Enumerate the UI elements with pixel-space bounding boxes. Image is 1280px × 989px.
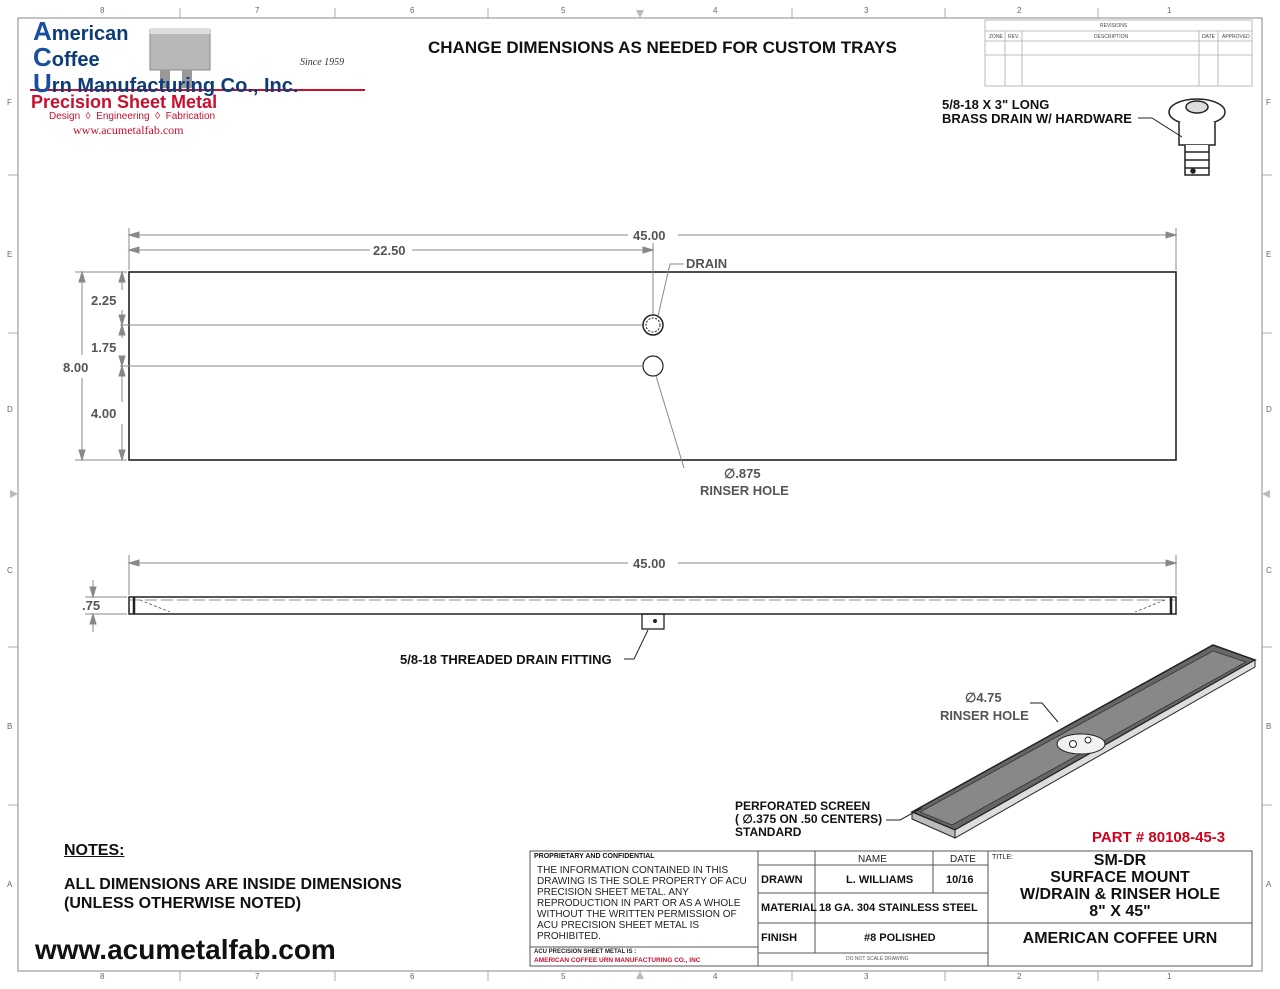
tray-side-view	[129, 597, 1176, 629]
revisions-col-approved: APPROVED	[1222, 34, 1250, 40]
sheet-border	[18, 18, 1262, 971]
center-mark-top	[636, 10, 644, 18]
zone-label: F	[1266, 98, 1271, 107]
rinser-diameter-label: ∅.875	[724, 466, 761, 481]
zone-label: 3	[864, 972, 869, 981]
tb-drawn-date: 10/16	[946, 874, 974, 886]
logo-word-urn-manufacturing: rn Manufacturing Co., Inc.	[51, 75, 299, 97]
tb-drawn-label: DRAWN	[761, 874, 803, 886]
zone-label: C	[1266, 566, 1272, 575]
logo-since: Since 1959	[300, 57, 345, 68]
fitting-label: 5/8-18 THREADED DRAIN FITTING	[400, 652, 612, 667]
tb-title-line4: 8" X 45"	[1089, 903, 1151, 920]
page-title: CHANGE DIMENSIONS AS NEEDED FOR CUSTOM TRAYS	[428, 38, 897, 57]
iso-rinser-diameter-label: ∅4.75	[965, 690, 1002, 705]
zone-label: 1	[1167, 6, 1172, 15]
logo-initial-u: U	[33, 68, 52, 98]
tb-finish-value: #8 POLISHED	[864, 932, 936, 944]
rinser-leader	[656, 376, 684, 468]
iso-rinser-hole-label: RINSER HOLE	[940, 708, 1029, 723]
brass-drain-graphic	[1169, 99, 1225, 175]
zone-label: A	[7, 880, 13, 889]
part-number: PART # 80108-45-3	[1092, 829, 1226, 846]
tb-no-scale: DO NOT SCALE DRAWING	[846, 956, 909, 962]
zone-label: D	[1266, 405, 1272, 414]
zone-label: 3	[864, 6, 869, 15]
center-mark-right	[1262, 490, 1270, 498]
company-logo	[33, 18, 298, 96]
zone-label: 6	[410, 6, 415, 15]
tb-title-line1: SM-DR	[1093, 852, 1147, 869]
zone-label: E	[7, 250, 13, 259]
zone-label: 8	[100, 972, 105, 981]
zone-label: E	[1266, 250, 1272, 259]
footer-url[interactable]: www.acumetalfab.com	[35, 934, 336, 965]
fitting-leader	[624, 630, 648, 659]
perforated-screen-line3: STANDARD	[735, 825, 802, 839]
tb-name-header: NAME	[858, 854, 887, 865]
proprietary-heading: PROPRIETARY AND CONFIDENTIAL	[534, 853, 655, 860]
tray-isometric-view	[912, 645, 1255, 838]
tb-date-header: DATE	[950, 854, 976, 865]
proprietary-text: THE INFORMATION CONTAINED IN THIS DRAWING IS THE SOLE PROPERTY OF ACU PRECISION SHEET METAL. ANY REPRODUCTION IN PART OR AS A WHOLE WITHOUT THE WRITTEN PERMISSION OF ACU PRECISION SHEET METAL IS PROHIBITED.	[537, 865, 747, 942]
dim-height-label: .75	[82, 598, 101, 613]
drain-hardware-line1: 5/8-18 X 3" LONG	[942, 97, 1050, 112]
dim-overall-length-top-label: 45.00	[633, 228, 666, 243]
zone-label: B	[7, 722, 13, 731]
tb-material-value: 18 GA. 304 STAINLESS STEEL	[819, 902, 978, 914]
tb-title-line2: SURFACE MOUNT	[1050, 869, 1190, 886]
dim-bottom-offset-label: 4.00	[91, 406, 117, 421]
perforated-screen-note	[735, 800, 882, 839]
perforated-screen-line2: ( ∅.375 ON .50 CENTERS)	[735, 812, 883, 826]
dim-vertical-top-view	[75, 272, 642, 460]
revisions-col-date: DATE	[1202, 34, 1215, 40]
notes-line1: ALL DIMENSIONS ARE INSIDE DIMENSIONS	[64, 876, 402, 893]
dim-overall-length-side-label: 45.00	[633, 556, 666, 571]
logo-initial-a: A	[33, 16, 52, 46]
tb-company: AMERICAN COFFEE URN	[1022, 930, 1218, 947]
revisions-table	[985, 20, 1252, 86]
drain-hardware-line2: BRASS DRAIN W/ HARDWARE	[942, 111, 1132, 126]
drain-label: DRAIN	[686, 256, 728, 271]
tb-finish-label: FINISH	[761, 932, 798, 944]
zone-label: 2	[1017, 972, 1022, 981]
acu-line2: AMERICAN COFFEE URN MANUFACTURING CO., INC	[534, 957, 701, 964]
zone-label: 2	[1017, 6, 1022, 15]
drain-hole	[643, 315, 663, 335]
center-mark-bottom	[636, 971, 644, 979]
zone-label: 5	[561, 972, 566, 981]
iso-rinser-leader	[1030, 703, 1058, 722]
zone-label: 8	[100, 6, 105, 15]
rinser-hole	[643, 356, 663, 376]
tb-drawn-name: L. WILLIAMS	[846, 874, 914, 886]
logo-word-coffee: offee	[51, 49, 100, 71]
dim-half-length-label: 22.50	[373, 243, 406, 258]
zone-label: 4	[713, 6, 718, 15]
zone-label: A	[1266, 880, 1272, 889]
rinser-hole-label: RINSER HOLE	[700, 483, 789, 498]
zone-ticks	[8, 8, 1272, 981]
notes-line2: (UNLESS OTHERWISE NOTED)	[64, 895, 302, 912]
center-mark-left	[10, 490, 18, 498]
zone-label: C	[7, 566, 13, 575]
revisions-col-description: DESCRIPTION	[1094, 34, 1129, 40]
acu-line1: ACU PRECISION SHEET METAL IS :	[534, 949, 637, 955]
dim-top-offset-label: 2.25	[91, 293, 117, 308]
revisions-col-rev: REV.	[1008, 34, 1020, 40]
zone-label: B	[1266, 722, 1272, 731]
zone-label: 7	[255, 972, 260, 981]
zone-label: 5	[561, 6, 566, 15]
dim-overall-width-label: 8.00	[63, 360, 89, 375]
logo-initial-c: C	[33, 42, 52, 72]
zone-label: 1	[1167, 972, 1172, 981]
revisions-col-zone: ZONE	[989, 34, 1003, 40]
zone-label: 7	[255, 6, 260, 15]
notes-heading: NOTES:	[64, 842, 125, 859]
tb-material-label: MATERIAL	[761, 902, 818, 914]
logo-precision-sheet-metal: Precision Sheet Metal	[31, 92, 218, 112]
dim-mid-offset-label: 1.75	[91, 340, 117, 355]
perforated-screen-line1: PERFORATED SCREEN	[735, 799, 871, 813]
tb-title-header: TITLE:	[992, 854, 1014, 861]
logo-word-american: merican	[51, 23, 129, 45]
logo-url[interactable]: www.acumetalfab.com	[73, 123, 184, 137]
tb-title	[990, 852, 1250, 920]
revisions-title: REVISIONS	[1100, 23, 1128, 29]
zone-label: D	[7, 405, 13, 414]
zone-label: 4	[713, 972, 718, 981]
logo-services: Design ◊ Engineering ◊ Fabrication	[49, 111, 216, 122]
tb-title-line3: W/DRAIN & RINSER HOLE	[1020, 886, 1220, 903]
zone-label: F	[7, 98, 12, 107]
zone-label: 6	[410, 972, 415, 981]
